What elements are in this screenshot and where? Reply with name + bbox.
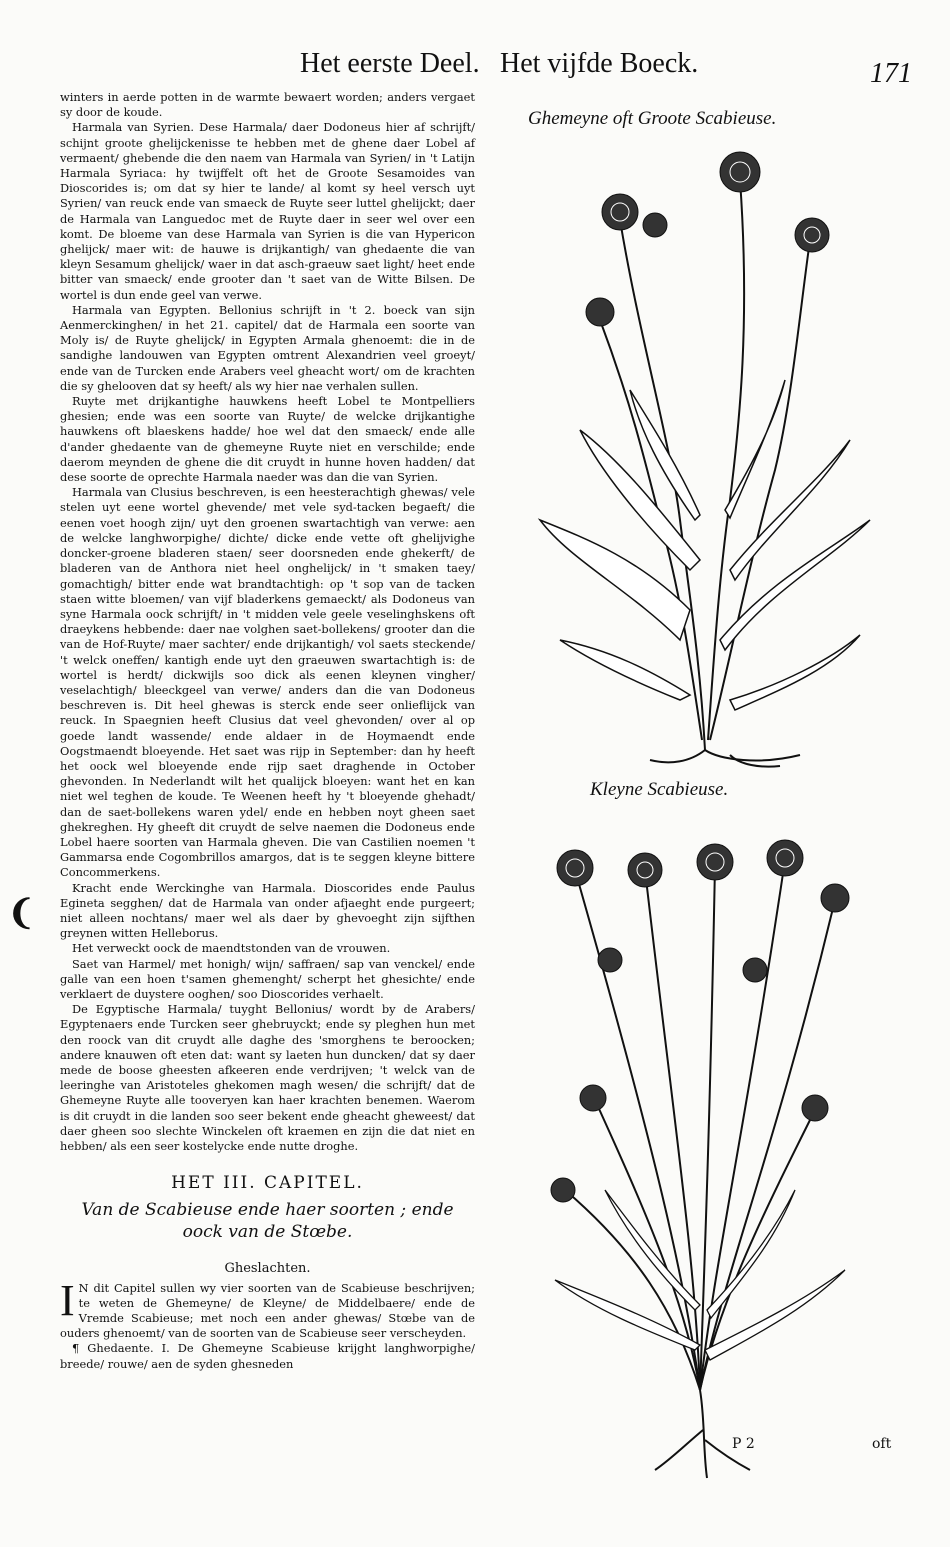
paragraph: Kracht ende Werckinghe van Harmala. Dioscorides ende Paulus Egineta segghen/ dat de Harmala van onder afjaeght ende purgeert; niet alleen nochtans/ maer wel als daer by ghevoeght zijn sijfthen greynen witten Helleborus. [60, 880, 475, 941]
catchword: oft [872, 1436, 892, 1452]
running-head-right: Het vijfde Boeck. [500, 48, 699, 79]
paragraph: Saet van Harmel/ met honigh/ wijn/ saffraen/ sap van venckel/ ende galle van een hoen t'samen ghemenght/ scherpt het ghesichte/ ende verklaert de duystere ooghen/ soo Dioscorides verhaelt. [60, 956, 475, 1001]
chapter-subtitle [60, 1199, 475, 1243]
figure-caption-small-scabious: Kleyne Scabieuse. [590, 779, 729, 800]
paragraph [60, 1275, 475, 1342]
paragraph: ¶ Ghedaente. I. De Ghemeyne Scabieuse krijght langhworpighe/ breede/ rouwe/ aen de syden ghesneden [60, 1341, 475, 1371]
paragraph: Het verweckt oock de maendtstonden van de vrouwen. [72, 941, 391, 956]
text-column [60, 90, 475, 1372]
scabious-small-plant-woodcut [535, 830, 855, 1480]
section-heading: Gheslachten. [224, 1261, 311, 1277]
chapter-heading: HET III. CAPITEL. [171, 1173, 364, 1194]
paragraph: De Egyptische Harmala/ tuyght Bellonius/ wordt by de Arabers/ Egyptenaers ende Turcken seer ghebruyckt; ende sy pleghen hun met den roock van dit cruydt alle daghe des 'smorghens te beroocken; andere knauwen oft eten dat: want sy laeten hun duncken/ dat sy daer mede de boose gheesten afkeeren ende verdrijven; 't welck van de leeringhe van Aristoteles ghekomen magh wesen/ die schrijft/ dat de Ghemeyne Ruyte alle tooveryen kan haer krachten benemen. Waerom is dit cruydt in die landen soo seer bekent ende gheacht gheweest/ dat daer gheen soo slechte Winckelen oft kraemen en zijn die dat niet en hebben/ als een seer kostelycke ende nutte droghe. [60, 1002, 475, 1154]
figure-caption-large-scabious: Ghemeyne oft Groote Scabieuse. [528, 108, 777, 129]
signature-mark: P 2 [732, 1436, 755, 1452]
paragraph: Harmala van Egypten. Bellonius schrijft in 't 2. boeck van sijn Aenmerckinghen/ in het 21. capitel/ dat de Harmala een soorte van Moly is/ de Ruyte ghelijck/ in Egypten Armala ghenoemt: die in de sandighe landouwen van Egypten omtrent Alexandrien veel groeyt/ ende van de Turcken ende Arabers veel gheacht wort/ om de krachten die sy ghelooven dat sy heeft/ als wy hier nae verhalen sullen. [60, 302, 475, 393]
drop-capital: I [60, 1275, 75, 1325]
paragraph: Harmala van Clusius beschreven, is een heesterachtigh ghewas/ vele stelen uyt eene wortel ghevende/ met vele syd-tacken begaeft/ die eenen voet hoogh zijn/ uyt den groenen swartachtigh van verwe: aen de welcke langhworpighe/ dichte/ dicke ende vette oft ghelijvighe doncker-groene bladeren staen/ seer doorsneden ende ghekerft/ de bladeren van de Anthora niet heel onghelijck/ in 't smaken taey/ gomachtigh/ bitter ende wat brandtachtigh: op 't sop van de tacken staen witte bloemen/ van vijf bladerkens gemaeckt/ als Dodoneus van syne Harmala oock schrijft/ in 't midden vele geele veselinghskens oft draeykens hebbende: daer nae volghen saet-bollekens/ grooter dan die van de Hof-Ruyte/ maer sachter/ ende drijkantigh/ vol saets steckende/ 't welck oneffen/ kantigh ende uyt den graeuwen swartachtigh is: de wortel is herdt/ dickwijls soo dick als eenen kleynen vingher/ veselachtigh/ bleeckgeel van verwe/ anders dan die van Dodoneus beschreven is. Dit heel ghewas is sterck ende seer onlieflijck van reuck. In Spaegnien heeft Clusius dat veel ghevonden/ over al op goede landt wassende/ ende aldaer in de Hoymaendt ende Oogstmaendt bloeyende. Het saet was rijp in September: dan hy heeft het oock wel bloeyende ende rijp saet draghende in October ghevonden. In Nederlandt wilt het qualijck bloeyen: want het en kan niet wel teghen de koude. Te Weenen heeft hy 't bloeyende ghehadt/ dan de saet-bollekens waren ydel/ ende en hebben noyt gheen saet ghekreghen. Hy gheeft dit cruydt de selve naemen die Dodoneus ende Lobel haere soorten van Harmala gheven. Die van Castilien noemen 't Gammarsa ende Cogombrillos amargos, dat is te seggen kleyne bittere Concommerkens. [60, 485, 475, 880]
chapter-subtitle-line2: oock van de [182, 1222, 286, 1243]
paragraph: Harmala van Syrien. Dese Harmala/ daer Dodoneus hier af schrijft/ schijnt groote ghelijckenisse te hebben met de ghene daer Lobel af vermaent/ ghebende die den naem van Harmala van Syrien/ in 't Latijn Harmala Syriaca: hy twijffelt oft het de Groote Sesamoides van Dioscorides is; om dat sy hier te lande/ al komt sy heel versch uyt Syrien/ van reuck ende van smaeck de Ruyte seer luttel ghelijckt; daer de Harmala van Languedoc met de Ruyte daer in seer wel over een komt. De bloeme van dese Harmala van Syrien is die van Hypericon ghelijck/ maer wit: de hauwe is drijkantigh/ van ghedaente die van kleyn Sesamum ghelijck/ waer in dat asch-graeuw saet light/ heet ende bitter van smaeck/ ende grooter dan 't saet van de Witte Bilsen. De wortel is dun ende geel van verwe. [60, 120, 475, 302]
chapter-subtitle-italic: Stœbe. [290, 1222, 353, 1243]
ink-blot-mark: ❨ [7, 893, 36, 933]
running-head-left: Het eerste Deel. [300, 48, 480, 79]
scabious-large-plant-woodcut [530, 140, 880, 770]
page-number: 171 [870, 58, 912, 89]
chapter-subtitle-line1: Van de Scabieuse ende haer soorten ; ende [81, 1200, 454, 1221]
paragraph: Ruyte met drijkantighe hauwkens heeft Lobel te Montpelliers ghesien; ende was een soorte van Ruyte/ de welcke drijkantighe hauwkens oft blaeskens hadde/ hoe wel dat den smaeck/ ende alle d'ander ghedaente van de ghemeyne Ruyte niet en verschilde; ende daerom meynden de ghene die dit cruydt in hunne hoven hadden/ dat dese soorte de oprechte Harmala naeder was dan die van Syrien. [60, 394, 475, 485]
paragraph: winters in aerde potten in de warmte bewaert worden; anders vergaet sy door de koude. [60, 90, 475, 120]
paragraph-text: N dit Capitel sullen wy vier soorten van de Scabieuse beschrijven; te weten de Ghemeyne/ de Kleyne/ de Middelbaere/ ende de Vremde Scabieuse; met noch een ander ghewas/ Stœbe van de ouders ghenoemt/ van de soorten van de Scabieuse seer verscheyden. [60, 1280, 475, 1341]
